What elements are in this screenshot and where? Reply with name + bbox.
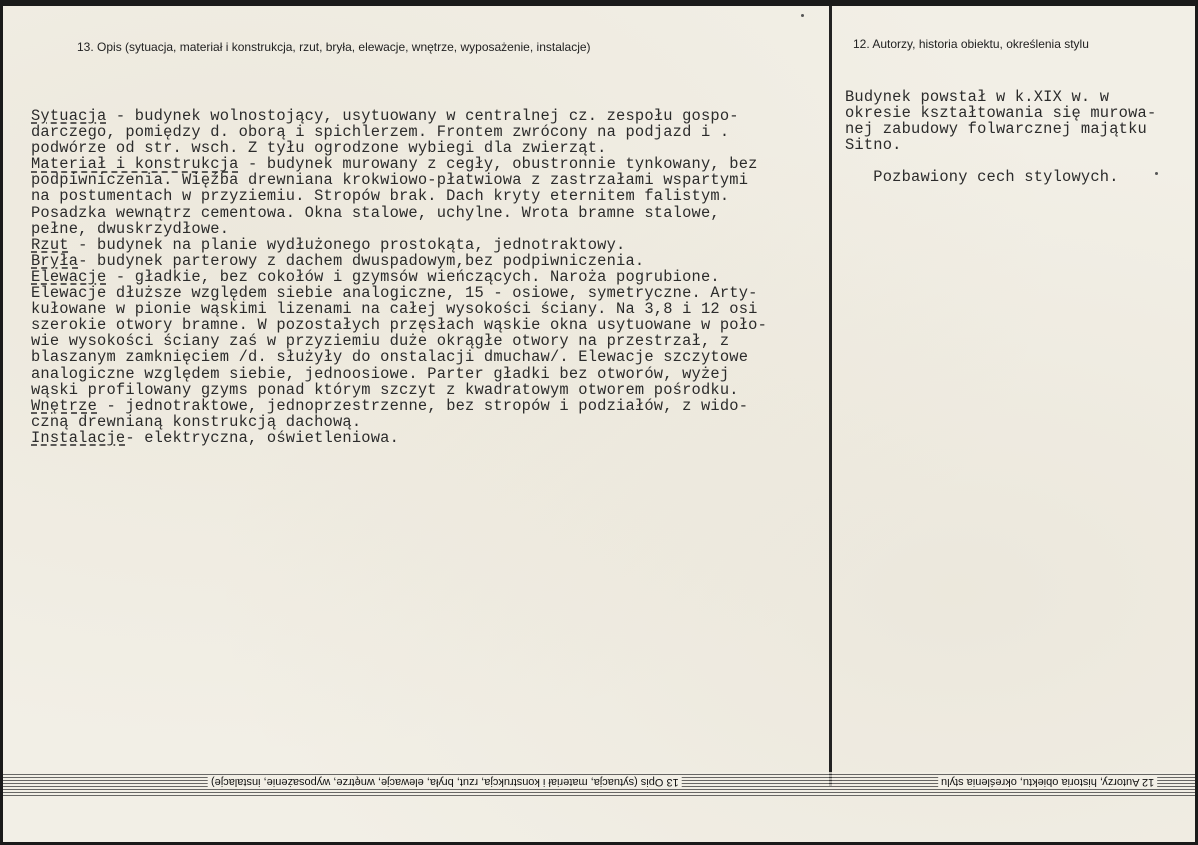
line-text: - jednotraktowe, jednoprzestrzenne, bez stropów i podziałów, z wido- (97, 396, 749, 415)
typed-line (31, 317, 767, 333)
typed-line: Budynek powstał w k.XIX w. w (845, 88, 1110, 106)
section-12-header: 12. Autorzy, historia obiektu, określenia stylu (853, 37, 1089, 51)
line-text: - budynek murowany z cegły, obustronnie tynkowany, bez (238, 155, 758, 174)
record-card (3, 6, 1195, 842)
typed-line: Sitno. (845, 136, 902, 155)
history-text (845, 89, 1156, 186)
paper-speck (1155, 172, 1158, 175)
typed-line (31, 301, 767, 317)
typed-line (31, 253, 767, 269)
section-keyword: Instalacje (31, 428, 126, 447)
line-text: szerokie otwory bramne. W pozostałych przęsłach wąskie okna usytuowane w poło- (31, 316, 767, 335)
description-text (31, 108, 767, 446)
line-text: pełne, dwuskrzydłowe. (31, 219, 230, 238)
typed-line (31, 269, 767, 285)
section-keyword: Bryła (31, 251, 79, 270)
line-text: blaszanym zamknięciem /d. służyły do onstalacji dmuchaw/. Elewacje szczytowe (31, 348, 749, 367)
typed-line (31, 333, 767, 349)
line-text: Posadzka wewnątrz cementowa. Okna stalowe, uchylne. Wrota bramne stalowe, (31, 203, 720, 222)
typed-line (31, 172, 767, 188)
line-text: kułowane w pionie wąskimi lizenami na całej wysokości ściany. Na 3,8 i 12 osi (31, 300, 758, 319)
typed-line (31, 398, 767, 414)
line-text: - budynek parterowy z dachem dwuspadowym,bez podpiwniczenia. (78, 251, 645, 270)
column-divider (829, 6, 832, 786)
line-text: Elewacje dłuższe względem siebie analogiczne, 15 - osiowe, symetryczne. Arty- (31, 284, 758, 303)
line-text: podpiwniczenia. Więźba drewniana krokwiowo-płatwiowa z zastrzałami wspartymi (31, 171, 749, 190)
section-13-header: 13. Opis (sytuacja, materiał i konstrukcja, rzut, bryła, elewacje, wnętrze, wyposażenie, instalacje) (77, 40, 591, 54)
line-text: wąski profilowany gzyms ponad którym szczyt z kwadratowym otworem pośrodku. (31, 380, 739, 399)
typed-line (31, 382, 767, 398)
paper-speck (801, 14, 804, 17)
typed-line (31, 188, 767, 204)
line-text: darczego, pomiędzy d. oborą i spichlerzem. Frontem zwrócony na podjazd i . (31, 123, 730, 142)
line-text: czną drewnianą konstrukcją dachową. (31, 412, 362, 431)
typed-line: okresie kształtowania się murowa- (845, 104, 1157, 123)
typed-line: nej zabudowy folwarcznej majątku (845, 120, 1147, 139)
line-text: - budynek wolnostojący, usytuowany w centralnej cz. zespołu gospo- (106, 107, 739, 125)
typed-line (31, 108, 767, 124)
typed-line (31, 237, 767, 253)
line-text: - budynek na planie wydłużonego prostokąta, jednotraktowy. (68, 235, 626, 254)
typed-line (31, 124, 767, 140)
section-keyword: Elewacje (31, 267, 107, 286)
typed-line (31, 221, 767, 237)
typed-line (845, 153, 1156, 169)
section-keyword: Wnętrze (31, 396, 98, 415)
typed-line (31, 156, 767, 172)
section-keyword: Materiał i konstrukcja (31, 155, 239, 174)
typed-line (31, 349, 767, 365)
typed-line (31, 366, 767, 382)
line-text: analogiczne względem siebie, jednoosiowe. Parter gładki bez otworów, wyżej (31, 364, 730, 383)
typed-line (31, 414, 767, 430)
line-text: - elektryczna, oświetleniowa. (125, 428, 399, 447)
line-text: - gładkie, bez cokołów i gzymsów wieńczących. Naroża pogrubione. (106, 267, 720, 286)
typed-line (31, 430, 767, 446)
typed-line (31, 285, 767, 301)
section-keyword: Rzut (31, 235, 69, 254)
typed-line (31, 140, 767, 156)
line-text: wie wysokości ściany zaś w przyziemiu duże okrągłe otwory na przestrzał, z (31, 332, 730, 351)
section-keyword: Sytuacja (31, 107, 107, 125)
line-text: na postumentach w przyziemiu. Stropów brak. Dach kryty eternitem falistym. (31, 187, 730, 206)
line-text: podwórze od str. wsch. Z tyłu ogrodzone wybiegi dla zwierząt. (31, 139, 607, 158)
band-label-13: 13 Opis (sytuacja, materiał i konstrukcja, rzut, bryła, elewacje, wnętrze, wyposażenie, instalacje) (208, 776, 682, 788)
typed-line: Pozbawiony cech stylowych. (845, 168, 1119, 187)
typed-line (31, 205, 767, 221)
band-label-12: 12 Autorzy, historia obiektu, określenia stylu (938, 776, 1157, 788)
